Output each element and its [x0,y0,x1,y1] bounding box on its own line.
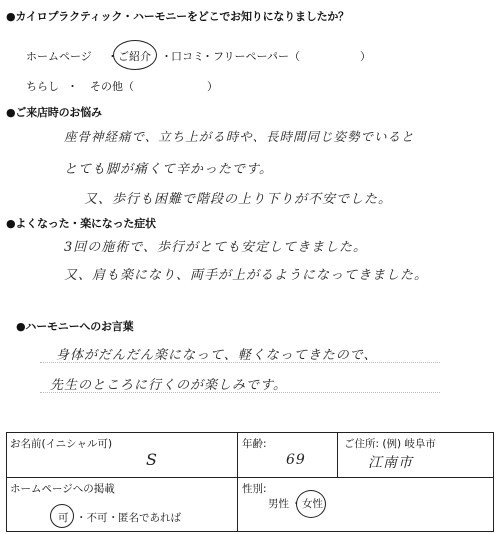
referral-circle-mark [113,40,157,70]
improvement-line-2: 又、肩も楽になり、両手が上がるようになってきました。 [64,268,429,283]
table-col-divider [237,432,238,532]
female-circle-mark [296,490,326,518]
option-free-paper: ・フリーペーパー（ [202,50,301,63]
writing-guide-line [40,362,440,363]
name-value: S [146,450,158,469]
q2-title: ●ご来店時のお悩み [6,106,102,119]
option-other: その他（ [90,80,134,93]
gender-label: 性別: [242,483,267,495]
separator: ・ [291,498,302,510]
consent-option-no: ・不可 [76,512,108,524]
homepage-consent-label: ホームページへの掲載 [10,483,115,495]
gender-option-male: 男性 [268,498,289,510]
name-label: お名前(イニシャル可) [10,438,113,450]
table-col-divider [337,432,338,477]
q1-title: ●カイロプラクティック・ハーモニーをどこでお知りになりましたか？ [6,10,349,23]
separator: ・ [108,512,119,524]
gender-option-female: 女性 [302,498,323,510]
concern-line-3: 又、歩行も困難で階段の上り下りが不安でした。 [84,192,393,207]
address-value: 江南市 [368,455,413,471]
concern-line-1: 座骨神経痛で、立ち上がる時や、長時間同じ姿勢でいると [64,129,415,144]
address-label: ご住所: (例) 岐阜市 [344,438,436,450]
paren-close: ） [207,80,218,93]
improvement-line-1: 3回の施術で、歩行がとても安定してきました。 [64,240,368,255]
option-word-of-mouth: 口コミ [171,50,204,63]
separator: ・ [67,80,78,93]
option-flyer: ちらし [26,80,59,93]
table-row-divider [6,477,494,478]
separator: ・ [161,50,172,63]
concern-line-2: とても脚が痛くて辛かったです。 [64,162,273,177]
consent-yes-circle-mark [50,504,74,528]
option-homepage: ホームページ [26,50,92,63]
paren-close: ） [360,50,371,63]
age-value: 69 [286,452,306,468]
q3-title: ●よくなった・楽になった症状 [6,217,156,230]
writing-guide-line [40,392,440,393]
q4-title: ●ハーモニーへのお言葉 [16,320,134,333]
separator: ・ [107,50,118,63]
age-label: 年齢: [242,438,267,450]
message-line-2: 先生のところに行くのが楽しみです。 [50,378,287,393]
consent-option-anonymous: 匿名であれば [118,512,181,524]
consent-option-yes: 可 [58,512,69,524]
message-line-1: 身体がだんだん楽になって、軽くなってきたので、 [56,348,378,363]
option-referral: ご紹介 [118,50,151,63]
